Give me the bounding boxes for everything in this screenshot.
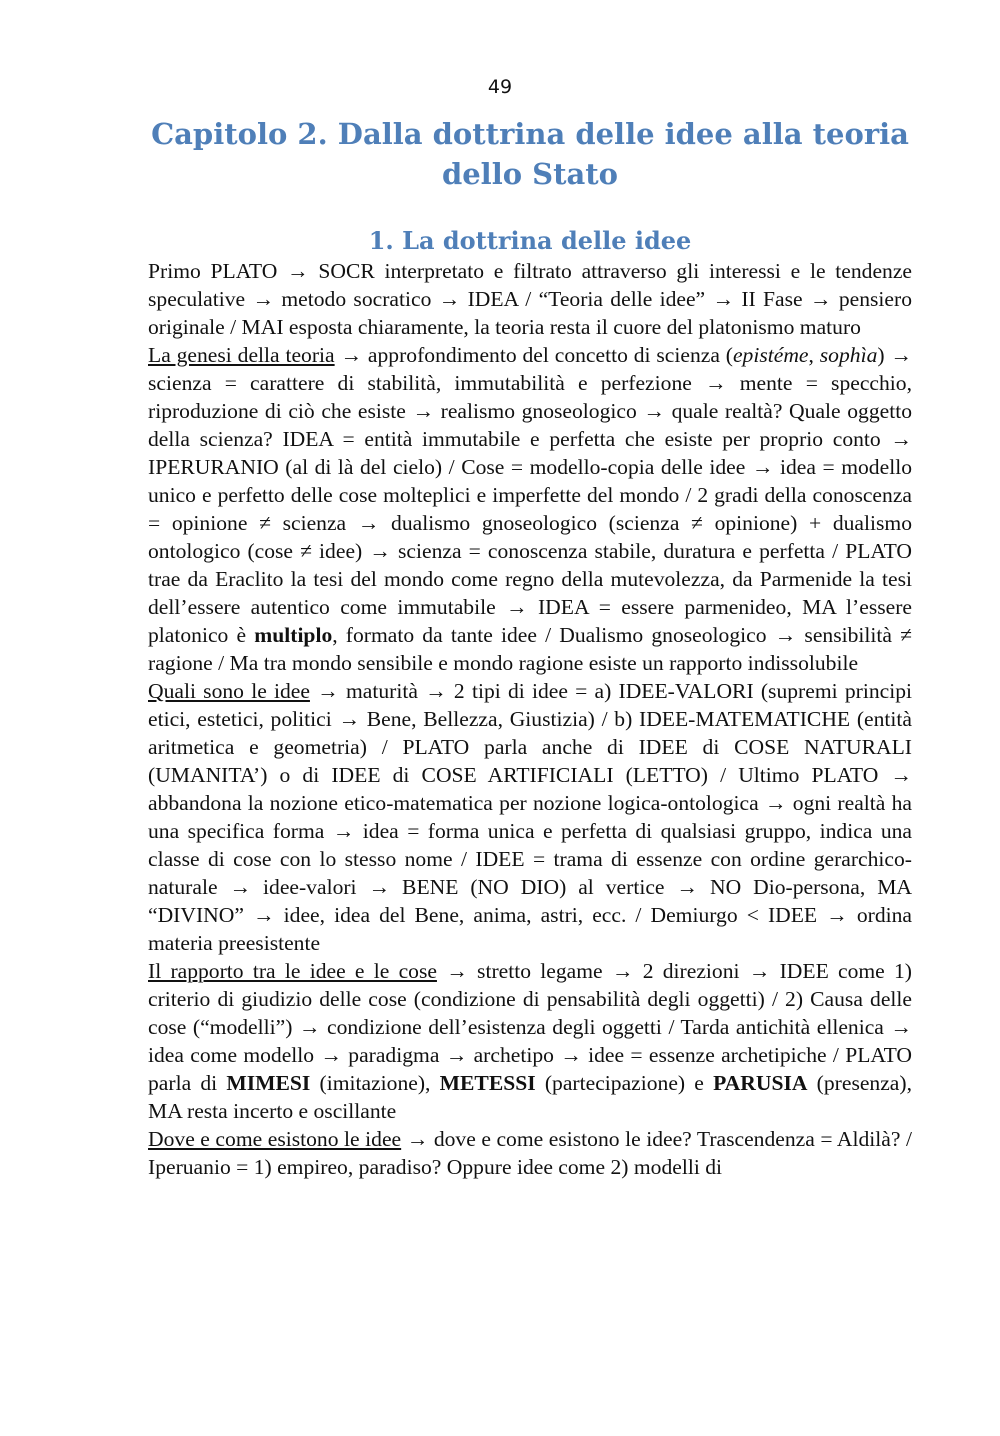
italic-term: epistéme: [732, 343, 809, 367]
paragraph-genesi: [148, 341, 912, 677]
paragraph-heading: La genesi della teoria: [148, 343, 335, 367]
bold-term: PARUSIA: [713, 1071, 808, 1095]
paragraph-dove: [148, 1125, 912, 1181]
paragraph-text: (presenza), MA resta incerto e oscillante: [148, 1071, 912, 1123]
paragraph-text: ,: [808, 343, 820, 367]
paragraph-text: , formato da tante idee / Dualismo gnoseologico → sensibilità ≠ ragione / Ma tra mondo sensibile e mondo ragione esiste un rapporto indissolubile: [148, 623, 912, 675]
bold-term: multiplo: [254, 623, 333, 647]
paragraph-heading: Il rapporto tra le idee e le cose: [148, 959, 437, 983]
paragraph-heading: Dove e come esistono le idee: [148, 1127, 402, 1151]
paragraph-text: (imitazione),: [310, 1071, 440, 1095]
body-text: [148, 257, 912, 1181]
paragraph-rapporto: [148, 957, 912, 1125]
paragraph-heading: Quali sono le idee: [148, 679, 310, 703]
bold-term: MIMESI: [226, 1071, 311, 1095]
paragraph-text: (partecipazione) e: [535, 1071, 714, 1095]
paragraph-text: ) → scienza = carattere di stabilità, immutabilità e perfezione → mente = specchio, riproduzione di ciò che esiste → realismo gnoseologico → quale realtà? Quale oggetto della scienza? IDEA = entità immutabile e perfetta che esiste per proprio conto → IPERURANIO (al di là del cielo) / Cose = modello-copia delle idee → idea = modello unico e perfetto delle cose molteplici e imperfette del mondo / 2 gradi della conoscenza = opinione ≠ scienza → dualismo gnoseologico (scienza ≠ opinione) + dualismo ontologico (cose ≠ idee) → scienza = conoscenza stabile, duratura e perfetta / PLATO trae da Eraclito la tesi del mondo come regno della mutevolezza, da Parmenide la tesi dell’essere autentico come immutabile → IDEA = essere parmenideo, MA l’essere platonico è: [148, 343, 913, 647]
paragraph-quali: [148, 677, 912, 957]
chapter-title: Capitolo 2. Dalla dottrina delle idee alla teoria dello Stato: [151, 117, 909, 191]
paragraph-text: → stretto legame → 2 direzioni → IDEE come 1) criterio di giudizio delle cose (condizione di pensabilità degli oggetti) / 2) Causa delle cose (“modelli”) → condizione dell’esistenza degli oggetti / Tarda antichità ellenica → idea come modello → paradigma → archetipo → idee = essenze archetipiche / PLATO parla di: [148, 959, 913, 1095]
page-number: 49: [487, 76, 513, 98]
paragraph-intro: Primo PLATO → SOCR interpretato e filtrato attraverso gli interessi e le tendenze speculative → metodo socratico → IDEA / “Teoria delle idee” → II Fase → pensiero originale / MAI esposta chiaramente, la teoria resta il cuore del platonismo maturo: [148, 259, 912, 339]
italic-term: sophìa: [819, 343, 878, 367]
paragraph-text: → approfondimento del concetto di scienza (: [334, 343, 733, 367]
section-title: 1. La dottrina delle idee: [368, 226, 692, 255]
paragraph-text: → maturità → 2 tipi di idee = a) IDEE-VALORI (supremi principi etici, estetici, politici → Bene, Bellezza, Giustizia) / b) IDEE-MATEMATICHE (entità aritmetica e geometria) / PLATO parla anche di IDEE di COSE NATURALI (UMANITA’) o di IDEE di COSE ARTIFICIALI (LETTO) / Ultimo PLATO → abbandona la nozione etico-matematica per nozione logica-ontologica → ogni realtà ha una specifica forma → idea = forma unica e perfetta di qualsiasi gruppo, indica una classe di cose con lo stesso nome / IDEE = trama di essenze con ordine gerarchico-naturale → idee-valori → BENE (NO DIO) al vertice → NO Dio-persona, MA “DIVINO” → idee, idea del Bene, anima, astri, ecc. / Demiurgo < IDEE → ordina materia preesistente: [148, 679, 912, 955]
bold-term: METESSI: [439, 1071, 536, 1095]
paragraph-text: → dove e come esistono le idee? Trascendenza = Aldilà? / Iperuanio = 1) empireo, paradiso? Oppure idee come 2) modelli di: [148, 1127, 912, 1179]
